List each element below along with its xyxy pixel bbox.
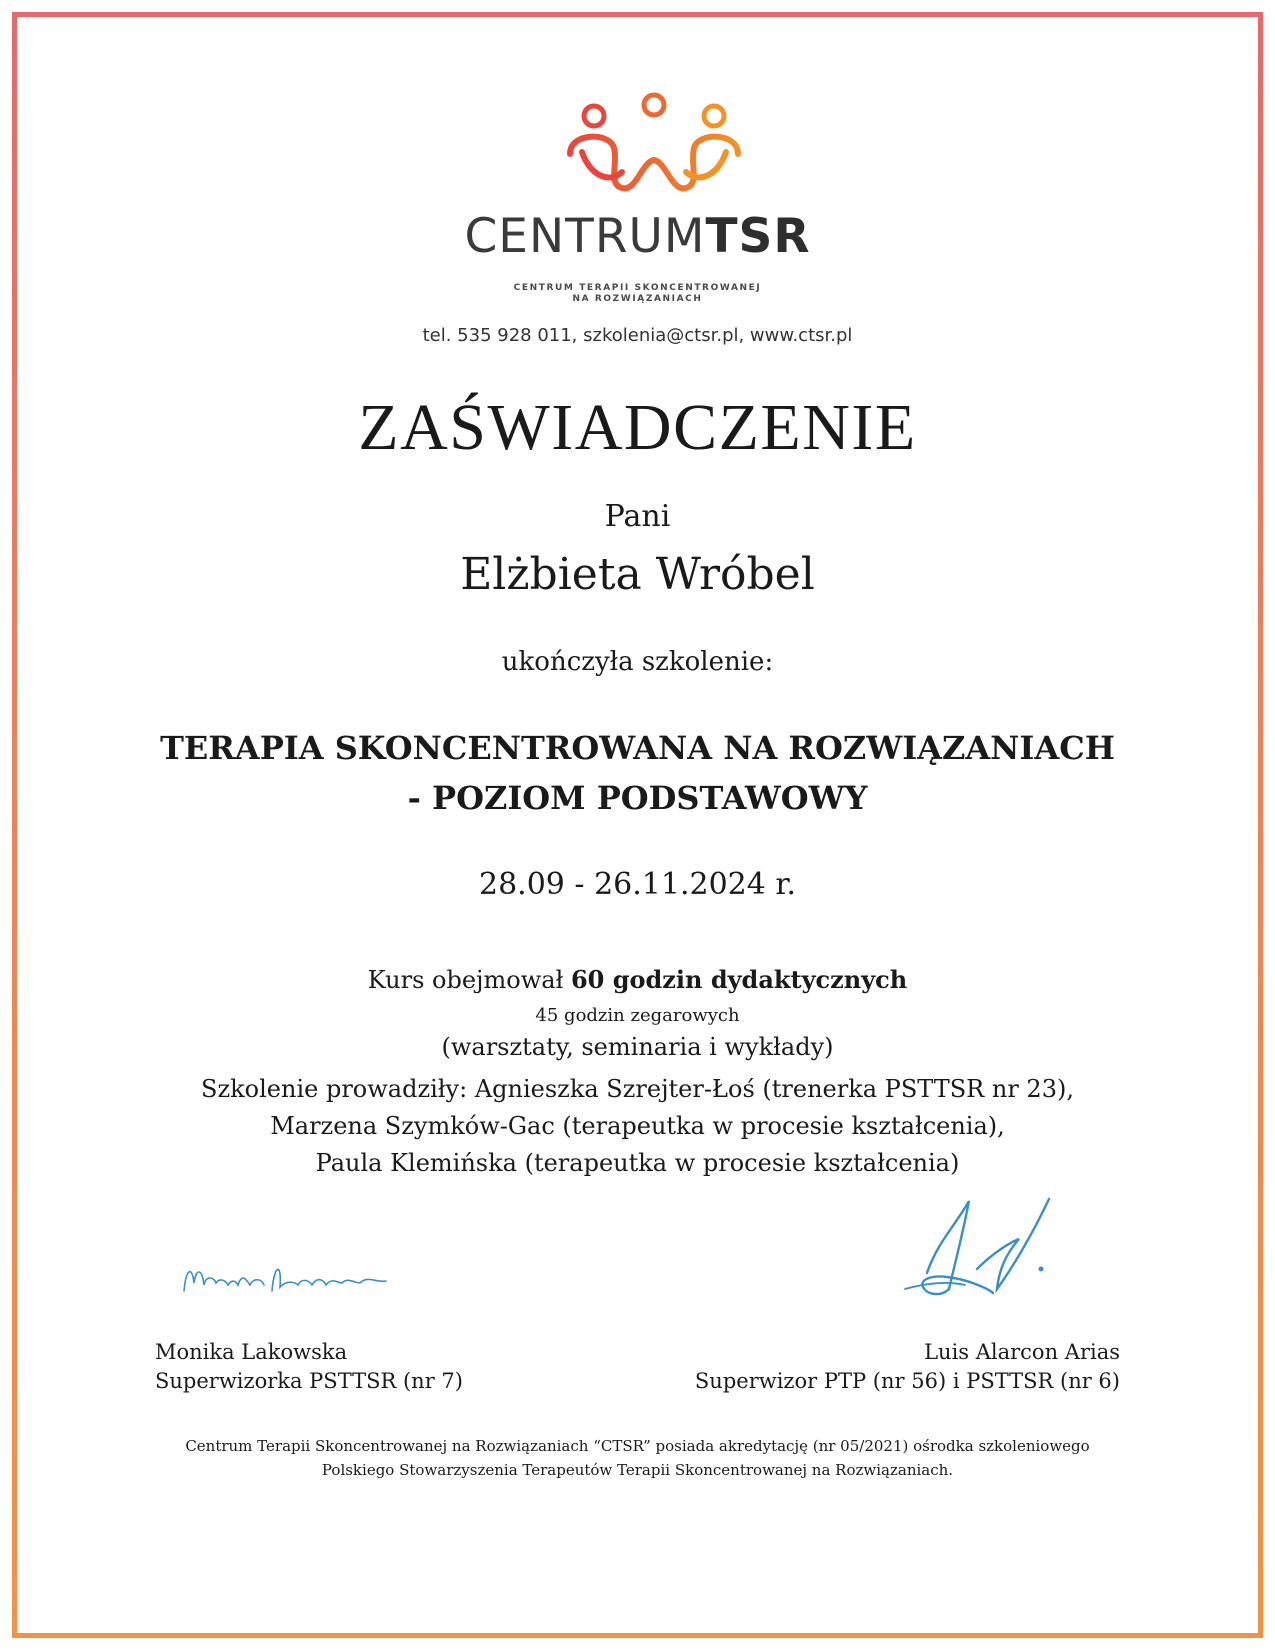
right-signatory-role: Superwizor PTP (nr 56) i PSTTSR (nr 6)	[694, 1369, 1120, 1393]
left-signatory-name: Monika Lakowska	[155, 1340, 348, 1364]
course-title: TERAPIA SKONCENTROWANA NA ROZWIĄZANIACH - POZIOM PODSTAWOWY	[160, 729, 1115, 817]
right-signatory	[695, 1338, 1120, 1396]
course-dates: 28.09 - 26.11.2024 r.	[479, 867, 796, 902]
contact-info: tel. 535 928 011, szkolenia@ctsr.pl, www.ctsr.pl	[422, 325, 853, 346]
right-signatory-name: Luis Alarcon Arias	[924, 1340, 1120, 1364]
certificate-border	[12, 12, 1263, 1638]
brand-name: CENTRUMTSR	[464, 209, 811, 264]
salutation: Pani	[604, 499, 671, 534]
right-signature	[897, 1193, 1072, 1313]
left-signature	[172, 1239, 402, 1309]
trainers-list: Szkolenie prowadziły: Agnieszka Szrejter-Łoś (trenerka PSTTSR nr 23), Marzena Szymków-Gac (terapeutka w procesie kształcenia), Paula Klemińska (terapeutka w procesie kształcenia)	[201, 1075, 1074, 1177]
course-hours: Kurs obejmował 60 godzin dydaktycznych	[367, 965, 908, 994]
course-forms: (warsztaty, seminaria i wykłady)	[441, 1033, 834, 1061]
brand-tagline: CENTRUM TERAPII SKONCENTROWANEJ NA ROZWIĄZANIACH	[513, 283, 762, 304]
completed-text: ukończyła szkolenie:	[501, 647, 774, 677]
recipient-name: Elżbieta Wróbel	[460, 549, 815, 600]
three-people-logo-icon	[562, 92, 747, 202]
left-signatory	[155, 1338, 463, 1396]
certificate-title: ZAŚWIADCZENIE	[358, 391, 917, 464]
certificate-page	[17, 17, 1258, 1633]
accreditation-footer: Centrum Terapii Skoncentrowanej na Rozwiązaniach “CTSR” posiada akredytację (nr 05/2021) ośrodka szkoleniowego Polskiego Stowarzyszenia Terapeutów Terapii Skoncentrowanej na Rozwiązaniach.	[185, 1437, 1090, 1479]
left-signatory-role: Superwizorka PSTTSR (nr 7)	[155, 1369, 463, 1393]
clock-hours: 45 godzin zegarowych	[535, 1005, 740, 1026]
